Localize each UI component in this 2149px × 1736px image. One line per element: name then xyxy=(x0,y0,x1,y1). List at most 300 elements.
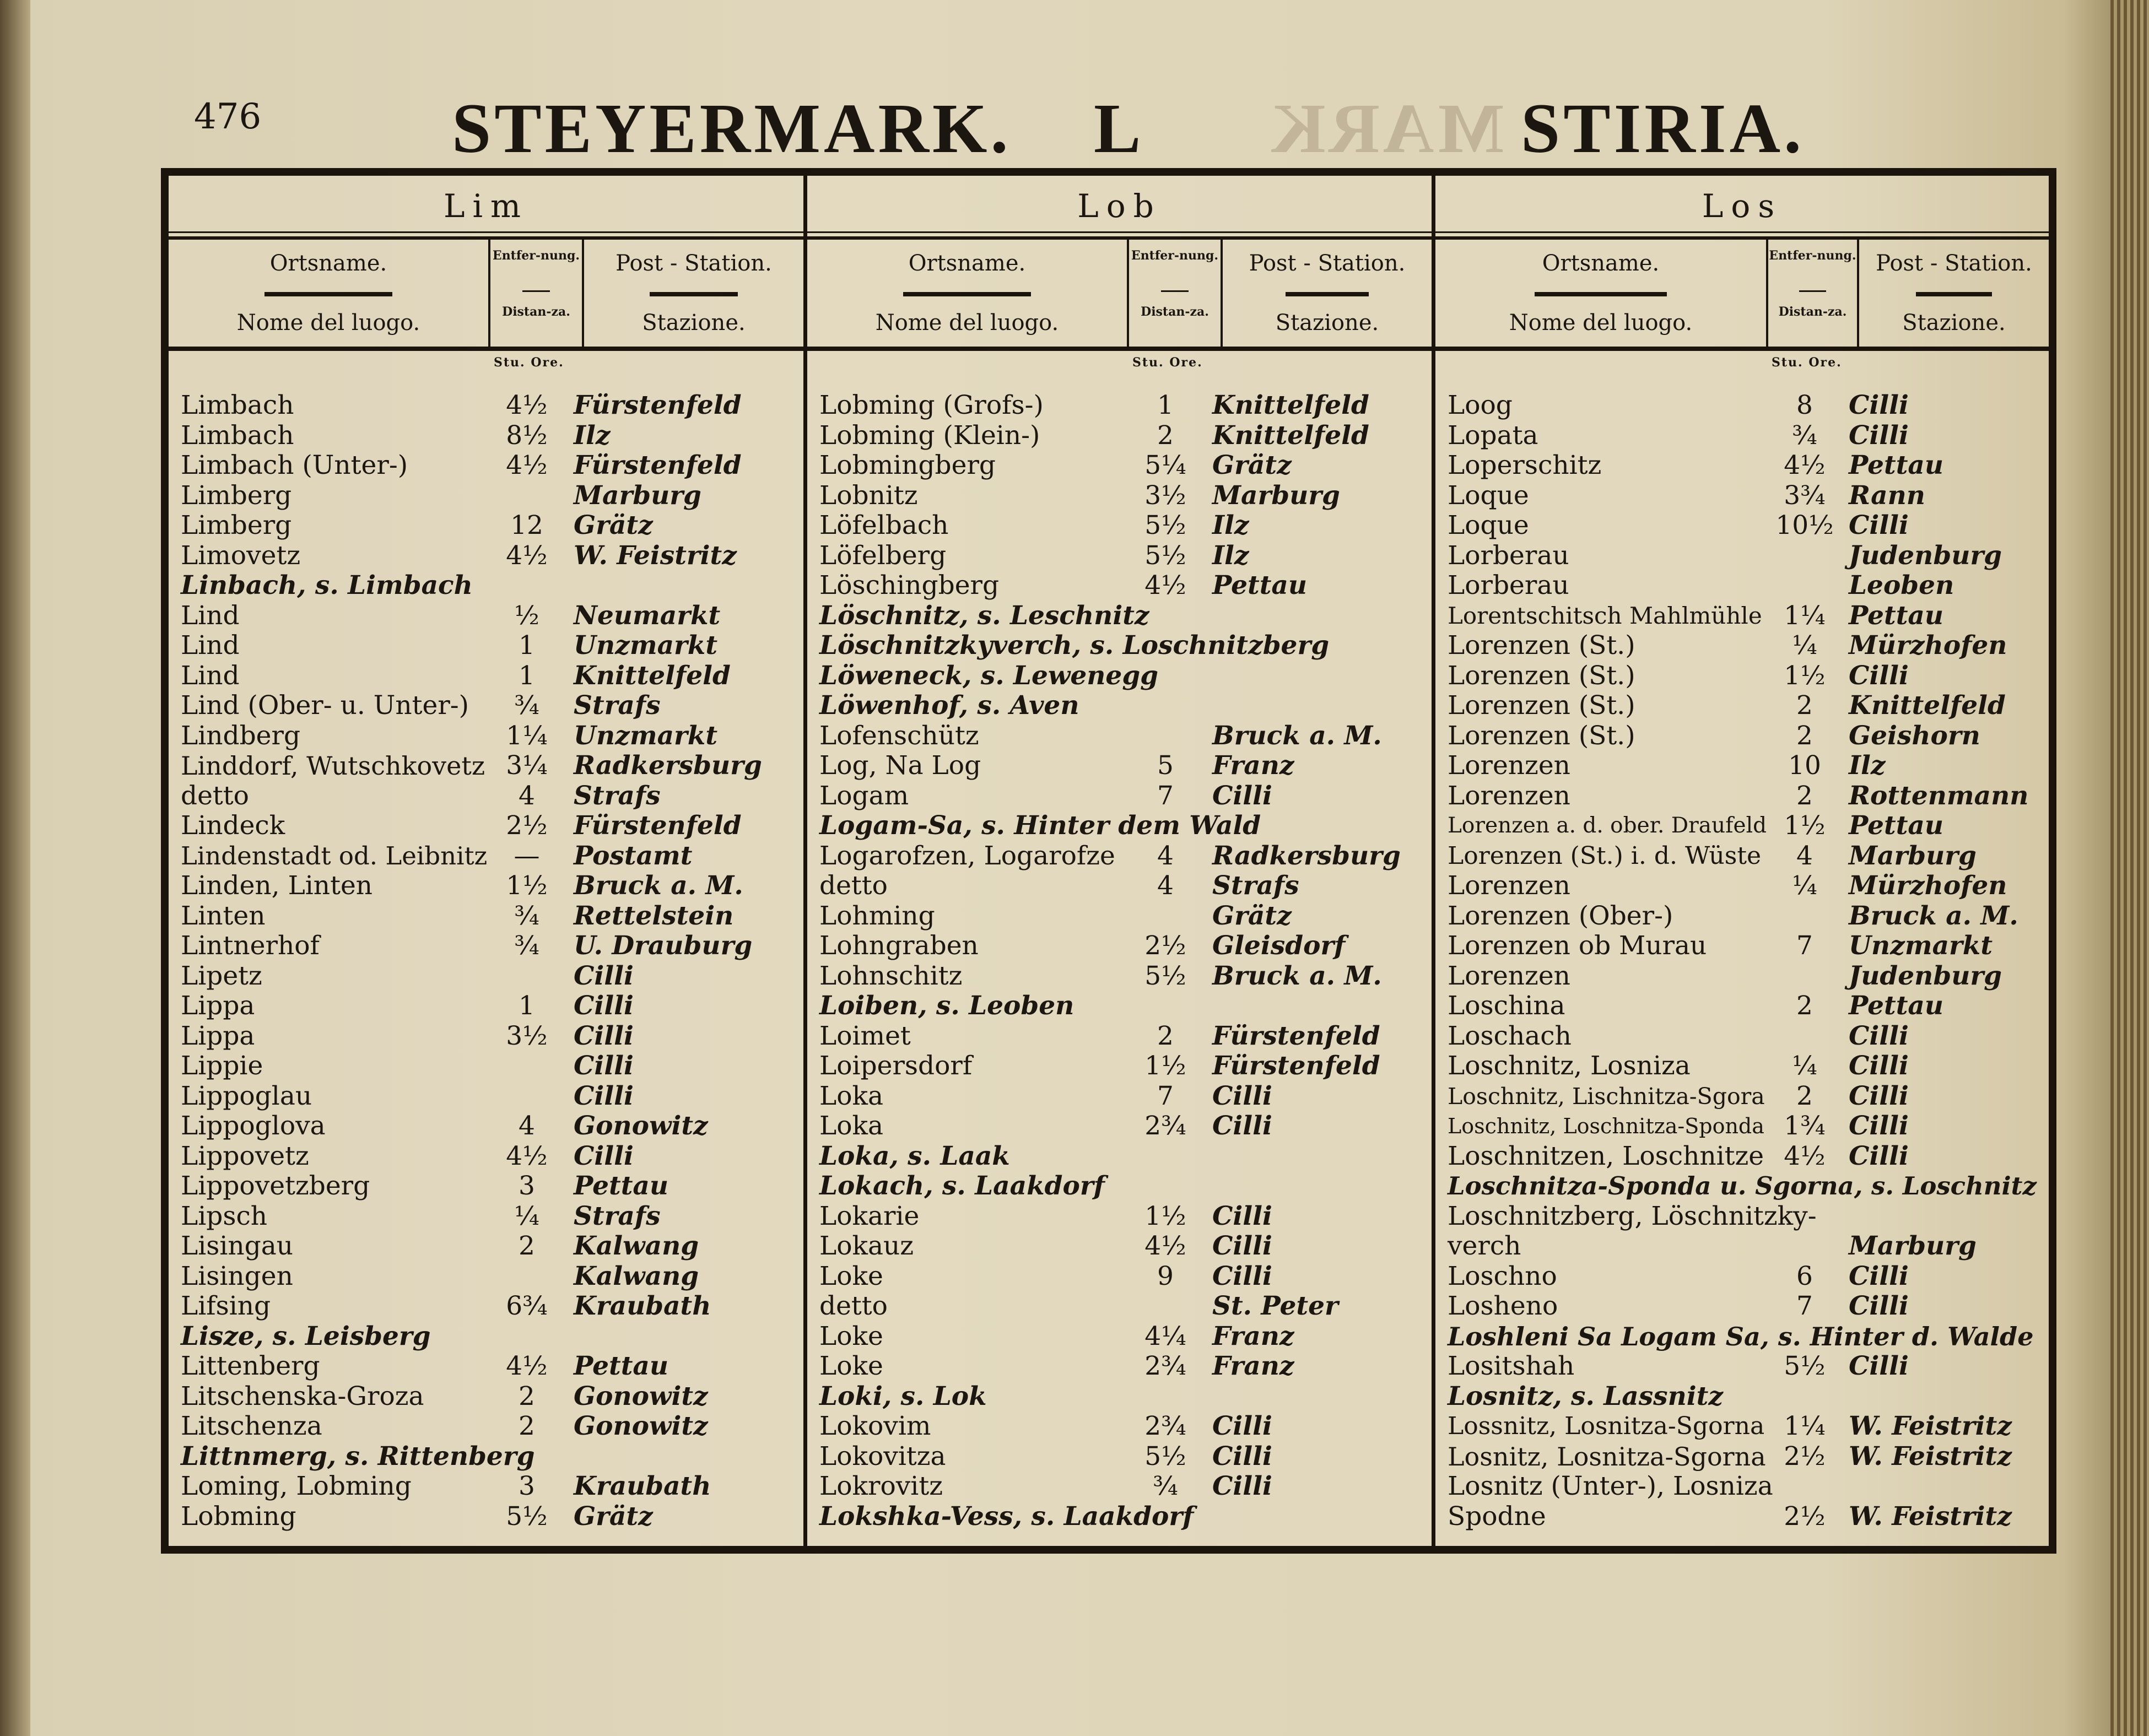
place-name: Lorberau xyxy=(1448,570,1569,601)
post-station: Pettau xyxy=(1849,600,1944,631)
post-station: Cilli xyxy=(574,991,634,1021)
place-name: Lindenstadt od. Leibnitz xyxy=(181,841,488,870)
distance-hours: 4 xyxy=(519,1111,535,1141)
place-name: Loperschitz xyxy=(1448,450,1602,480)
title-left: STEYERMARK. xyxy=(452,89,1012,167)
distance-hours: 2 xyxy=(1157,1020,1174,1051)
table-row xyxy=(169,1142,803,1172)
post-station: Strafs xyxy=(1212,870,1299,901)
post-station: Knittelfeld xyxy=(1849,690,2006,721)
name-header-top: Ortsname. xyxy=(908,251,1026,276)
post-station: Rottenmann xyxy=(1849,780,2029,811)
distance-hours: 2½ xyxy=(1784,1501,1826,1532)
post-station: Cilli xyxy=(1849,510,1909,540)
table-row xyxy=(1435,1291,2049,1322)
place-name: Loschach xyxy=(1448,1020,1572,1051)
name-header-bottom: Nome del luogo. xyxy=(236,310,420,336)
distance-hours: 2 xyxy=(519,1381,535,1411)
distance-hours: ¾ xyxy=(514,690,539,721)
place-name: Lokshka-Vess, s. Laakdorf xyxy=(819,1501,1194,1532)
post-station: Cilli xyxy=(1212,1471,1272,1501)
post-station: Leoben xyxy=(1849,570,1954,601)
post-station: Cilli xyxy=(574,1020,634,1051)
table-row xyxy=(169,661,803,691)
table-row xyxy=(1435,931,2049,961)
table-column-lim xyxy=(169,176,803,1546)
place-name: Lobming (Klein-) xyxy=(819,420,1040,451)
distance-hours: 10 xyxy=(1788,750,1821,781)
table-row xyxy=(1435,871,2049,901)
place-name: Loka xyxy=(819,1080,884,1111)
distance-hours: 4 xyxy=(519,780,535,811)
place-name: detto xyxy=(181,780,249,811)
table-row xyxy=(1435,721,2049,751)
distance-hours: 4 xyxy=(1157,870,1174,901)
post-station: Kalwang xyxy=(574,1231,699,1261)
post-station: W. Feistritz xyxy=(1849,1441,2012,1472)
place-name: Lind xyxy=(181,660,240,691)
place-name: Logarofzen, Logarofze xyxy=(819,840,1115,871)
table-row xyxy=(169,691,803,721)
distance-hours: 8 xyxy=(1796,390,1813,420)
place-name: Lipetz xyxy=(181,960,262,991)
distance-hours: 8½ xyxy=(506,420,548,451)
distance-unit: Stu. Ore. xyxy=(494,355,564,370)
place-name: Lippoglova xyxy=(181,1111,326,1141)
place-name: Lintnerhof xyxy=(181,931,320,961)
place-name: Litschenza xyxy=(181,1411,322,1441)
distance-hours: 1 xyxy=(519,991,535,1021)
place-name: Loschnitz, Losniza xyxy=(1448,1051,1691,1081)
post-station: Cilli xyxy=(1849,1261,1909,1291)
bleed-through-text: MARK xyxy=(1267,89,1504,167)
place-name: Limbach xyxy=(181,390,294,420)
post-station: Cilli xyxy=(574,960,634,991)
place-name: Lobming xyxy=(181,1501,296,1532)
distance-hours: 4¼ xyxy=(1144,1321,1186,1351)
table-row xyxy=(807,661,1432,691)
post-station: Mürzhofen xyxy=(1849,870,2007,901)
post-station: Neumarkt xyxy=(574,600,721,631)
place-name: Lobnitz xyxy=(819,480,918,511)
distance-hours: 4½ xyxy=(1144,1231,1186,1261)
distance-hours: 4½ xyxy=(1784,1140,1826,1171)
place-name: Limberg xyxy=(181,510,292,540)
distance-unit: Stu. Ore. xyxy=(1132,355,1203,370)
post-station: Cilli xyxy=(1849,1020,1909,1051)
table-row xyxy=(169,541,803,571)
place-name: Lippa xyxy=(181,991,255,1021)
table-row xyxy=(1435,541,2049,571)
table-row xyxy=(807,1291,1432,1322)
table-row xyxy=(169,481,803,511)
distance-hours: ¾ xyxy=(1792,420,1817,451)
column-subheader xyxy=(1435,240,2049,351)
distance-hours: 7 xyxy=(1796,931,1813,961)
table-row xyxy=(169,1231,803,1262)
place-name: Limbach (Unter-) xyxy=(181,450,408,480)
post-station: Radkersburg xyxy=(1212,840,1401,871)
place-name: Loimet xyxy=(819,1020,911,1051)
place-name: Löschingberg xyxy=(819,570,1000,601)
table-row xyxy=(807,631,1432,661)
table-row xyxy=(1435,1502,2049,1532)
distance-hours: 4½ xyxy=(506,1140,548,1171)
table-row xyxy=(1435,1262,2049,1292)
table-row xyxy=(1435,691,2049,721)
post-station: Pettau xyxy=(1212,570,1308,601)
post-station: Cilli xyxy=(574,1140,634,1171)
post-station: Mürzhofen xyxy=(1849,630,2007,661)
place-name: Lobmingberg xyxy=(819,450,996,480)
table-row xyxy=(1435,1351,2049,1382)
post-station: Pettau xyxy=(574,1351,669,1381)
post-station: Kalwang xyxy=(574,1261,699,1291)
post-station: Strafs xyxy=(574,780,661,811)
post-station: Cilli xyxy=(1849,1111,1909,1141)
post-station: Cilli xyxy=(1849,390,1909,420)
table-row xyxy=(1435,481,2049,511)
table-row xyxy=(1435,1231,2049,1262)
distance-hours: 1½ xyxy=(1784,660,1826,691)
post-station: Cilli xyxy=(1212,1231,1272,1261)
table-row xyxy=(807,541,1432,571)
place-name: Lobming (Grofs-) xyxy=(819,390,1044,420)
place-name: Lind (Ober- u. Unter-) xyxy=(181,690,469,721)
post-station: Unzmarkt xyxy=(574,720,718,751)
place-name: Lorenzen (Ober-) xyxy=(1448,900,1673,931)
place-name: Loschnitzen, Loschnitze xyxy=(1448,1140,1764,1171)
place-name: Limberg xyxy=(181,480,292,511)
post-station: Ilz xyxy=(1212,510,1249,540)
table-row xyxy=(169,1351,803,1382)
column-subheader xyxy=(807,240,1432,351)
place-name: Lindberg xyxy=(181,720,301,751)
place-name: Loschno xyxy=(1448,1261,1557,1291)
table-row xyxy=(169,451,803,481)
table-row xyxy=(169,1081,803,1112)
table-row xyxy=(807,811,1432,841)
distance-header-bottom: Distan-za. xyxy=(1141,305,1209,319)
distance-hours: 2½ xyxy=(506,810,548,841)
place-name: Lippovetz xyxy=(181,1140,309,1171)
title-letter: L xyxy=(1094,89,1144,167)
distance-hours: 1¾ xyxy=(1784,1111,1826,1141)
table-row xyxy=(169,931,803,961)
post-station: Cilli xyxy=(1849,1140,1909,1171)
table-row xyxy=(1435,811,2049,841)
table-row xyxy=(169,511,803,541)
place-name: Lohngraben xyxy=(819,931,979,961)
table-row xyxy=(807,1472,1432,1502)
table-row xyxy=(169,1051,803,1081)
post-station: Kraubath xyxy=(574,1291,711,1321)
distance-hours: 10½ xyxy=(1775,510,1834,540)
table-row xyxy=(1435,661,2049,691)
table-row xyxy=(807,1231,1432,1262)
distance-hours: 5½ xyxy=(1144,1441,1186,1472)
place-name: Loog xyxy=(1448,390,1513,420)
table-row xyxy=(807,691,1432,721)
table-row xyxy=(1435,751,2049,781)
place-name: Loke xyxy=(819,1261,883,1291)
table-row xyxy=(169,1322,803,1352)
table-row xyxy=(807,1171,1432,1202)
table-row xyxy=(1435,1081,2049,1112)
distance-hours: 2 xyxy=(519,1411,535,1441)
table-row xyxy=(807,961,1432,992)
place-name: Losheno xyxy=(1448,1291,1558,1321)
distance-hours: 1½ xyxy=(1784,810,1826,841)
table-row xyxy=(169,1442,803,1472)
place-name: Löweneck, s. Lewenegg xyxy=(819,660,1159,691)
table-row xyxy=(807,511,1432,541)
place-name: Lippoglau xyxy=(181,1080,312,1111)
place-name: Lorenzen (St.) i. d. Wüste xyxy=(1448,841,1762,870)
table-row xyxy=(807,1502,1432,1532)
distance-hours: ¼ xyxy=(1792,1051,1817,1081)
post-station: Bruck a. M. xyxy=(574,870,743,901)
post-station: Marburg xyxy=(1849,1231,1977,1261)
place-name: Lorenzen xyxy=(1448,750,1570,781)
post-station: Pettau xyxy=(1849,810,1944,841)
station-header xyxy=(582,240,803,347)
table-row xyxy=(169,1111,803,1142)
post-station: Cilli xyxy=(1849,1080,1909,1111)
distance-hours: 3¼ xyxy=(506,750,548,781)
distance-hours: 2 xyxy=(1796,690,1813,721)
place-name: detto xyxy=(819,1291,888,1321)
name-header xyxy=(169,240,488,347)
place-name: Loke xyxy=(819,1321,883,1351)
place-name: Loki, s. Lok xyxy=(819,1381,987,1411)
post-station: Franz xyxy=(1212,1351,1294,1381)
place-name: Limbach xyxy=(181,420,294,451)
place-name: Lisingau xyxy=(181,1231,294,1261)
place-name: Lisze, s. Leisberg xyxy=(181,1321,431,1351)
place-name: Log, Na Log xyxy=(819,750,981,781)
table-row xyxy=(807,1202,1432,1232)
distance-header-bottom: Distan-za. xyxy=(502,305,570,319)
post-station: Unzmarkt xyxy=(574,630,718,661)
post-station: Fürstenfeld xyxy=(1212,1020,1380,1051)
table-row xyxy=(807,931,1432,961)
place-name: Loschnitz, Lischnitza-Sgora xyxy=(1448,1083,1765,1110)
table-row xyxy=(807,1262,1432,1292)
table-row xyxy=(169,1202,803,1232)
distance-hours: 4½ xyxy=(506,1351,548,1381)
table-row xyxy=(1435,1322,2049,1352)
table-row xyxy=(169,1291,803,1322)
distance-hours: 2 xyxy=(519,1231,535,1261)
distance-hours: 3¾ xyxy=(1784,480,1826,511)
distance-hours: 2¾ xyxy=(1144,1351,1186,1381)
place-name: Loming, Lobming xyxy=(181,1471,412,1501)
table-row xyxy=(807,841,1432,872)
book-binding xyxy=(0,0,30,1736)
distance-hours: 5½ xyxy=(1144,510,1186,540)
table-row xyxy=(807,1021,1432,1052)
place-name: Lorenzen (St.) xyxy=(1448,630,1635,661)
distance-hours: 2¾ xyxy=(1144,1411,1186,1441)
distance-hours: 9 xyxy=(1157,1261,1174,1291)
post-station: Strafs xyxy=(574,690,661,721)
post-station: Geishorn xyxy=(1849,720,1980,751)
post-station: Unzmarkt xyxy=(1849,931,1993,961)
place-name: Lofenschütz xyxy=(819,720,979,751)
table-row xyxy=(1435,781,2049,812)
table-row xyxy=(807,1442,1432,1472)
place-name: Lorenzen xyxy=(1448,870,1570,901)
distance-hours: 2 xyxy=(1796,1080,1813,1111)
distance-hours: ¼ xyxy=(1792,630,1817,661)
post-station: U. Drauburg xyxy=(574,931,753,961)
distance-hours: 2 xyxy=(1796,720,1813,751)
place-name: Logam-Sa, s. Hinter dem Wald xyxy=(819,810,1261,841)
name-header-top: Ortsname. xyxy=(1542,251,1660,276)
station-header-bottom: Stazione. xyxy=(1902,310,2006,336)
distance-hours: 12 xyxy=(510,510,543,540)
place-name: Lind xyxy=(181,600,240,631)
post-station: Radkersburg xyxy=(574,750,762,781)
gazetteer-table xyxy=(161,168,2056,1554)
post-station: Gleisdorf xyxy=(1212,931,1346,961)
table-row xyxy=(807,1051,1432,1081)
distance-header-top: Entfer-nung. xyxy=(1769,248,1856,263)
place-name: Loshleni Sa Logam Sa, s. Hinter d. Walde xyxy=(1448,1321,2034,1351)
table-row xyxy=(1435,1382,2049,1412)
distance-hours: 5½ xyxy=(1144,540,1186,571)
post-station: W. Feistritz xyxy=(1849,1411,2012,1441)
station-header-bottom: Stazione. xyxy=(1275,310,1379,336)
distance-hours: 2 xyxy=(1157,420,1174,451)
station-header-top: Post - Station. xyxy=(1249,251,1406,276)
distance-hours: 3½ xyxy=(1144,480,1186,511)
post-station: Cilli xyxy=(1849,1291,1909,1321)
distance-hours: 1½ xyxy=(506,870,548,901)
post-station: Gonowitz xyxy=(574,1411,708,1441)
distance-hours: 7 xyxy=(1796,1291,1813,1321)
table-row xyxy=(807,601,1432,631)
place-name: Lohnschitz xyxy=(819,960,963,991)
distance-hours: 1 xyxy=(519,630,535,661)
place-name: Loschina xyxy=(1448,991,1565,1021)
post-station: Ilz xyxy=(574,420,611,451)
table-row xyxy=(807,481,1432,511)
table-row xyxy=(1435,421,2049,451)
station-header-top: Post - Station. xyxy=(1876,251,2032,276)
place-name: Lokrovitz xyxy=(819,1471,943,1501)
post-station: Pettau xyxy=(1849,991,1944,1021)
distance-header-top: Entfer-nung. xyxy=(492,248,580,263)
table-row xyxy=(169,571,803,601)
place-name: Lippie xyxy=(181,1051,263,1081)
table-row xyxy=(169,421,803,451)
place-name: Löfelbach xyxy=(819,510,949,540)
distance-unit: Stu. Ore. xyxy=(1772,355,1842,370)
place-name: Linden, Linten xyxy=(181,870,373,901)
distance-hours: 7 xyxy=(1157,1080,1174,1111)
distance-hours: 3 xyxy=(519,1171,535,1201)
table-row xyxy=(169,1472,803,1502)
distance-hours: 1¼ xyxy=(506,720,548,751)
table-row xyxy=(169,1021,803,1052)
place-name: Linddorf, Wutschkovetz xyxy=(181,751,485,781)
post-station: Cilli xyxy=(1212,1261,1272,1291)
post-station: Cilli xyxy=(1849,1351,1909,1381)
post-station: Cilli xyxy=(1212,1200,1272,1231)
place-name: Löwenhof, s. Aven xyxy=(819,690,1079,721)
table-row xyxy=(169,391,803,421)
distance-hours: 2 xyxy=(1796,991,1813,1021)
place-name: Loka, s. Laak xyxy=(819,1140,1010,1171)
station-header-top: Post - Station. xyxy=(615,251,772,276)
table-row xyxy=(807,1111,1432,1142)
place-name: Lipsch xyxy=(181,1200,268,1231)
post-station: Bruck a. M. xyxy=(1849,900,2018,931)
place-name: Lohming xyxy=(819,900,935,931)
place-name: Lippa xyxy=(181,1020,255,1051)
table-row xyxy=(1435,1472,2049,1502)
table-row xyxy=(807,1322,1432,1352)
distance-hours: 2¾ xyxy=(1144,1111,1186,1141)
table-row xyxy=(807,451,1432,481)
post-station: Pettau xyxy=(574,1171,669,1201)
table-row xyxy=(169,751,803,781)
place-name: Loka xyxy=(819,1111,884,1141)
post-station: Cilli xyxy=(1849,660,1909,691)
table-row xyxy=(1435,631,2049,661)
post-station: Postamt xyxy=(574,840,693,871)
table-row xyxy=(1435,601,2049,631)
name-header xyxy=(1435,240,1766,347)
distance-hours: 5½ xyxy=(506,1501,548,1532)
post-station: Knittelfeld xyxy=(1212,390,1369,420)
place-name: Lippovetzberg xyxy=(181,1171,370,1201)
column-heading: Los xyxy=(1435,176,2049,240)
post-station: Fürstenfeld xyxy=(574,390,742,420)
place-name: Lifsing xyxy=(181,1291,271,1321)
distance-hours: 4 xyxy=(1796,840,1813,871)
post-station: Knittelfeld xyxy=(574,660,731,691)
table-row xyxy=(1435,391,2049,421)
table-row xyxy=(1435,841,2049,872)
distance-hours: 1 xyxy=(519,660,535,691)
place-name: Lorenzen (St.) xyxy=(1448,660,1635,691)
post-station: Cilli xyxy=(1212,1441,1272,1472)
place-name: Lorenzen (St.) xyxy=(1448,720,1635,751)
post-station: Marburg xyxy=(1212,480,1340,511)
table-row xyxy=(807,721,1432,751)
distance-hours: 3½ xyxy=(506,1020,548,1051)
post-station: Grätz xyxy=(574,1501,653,1532)
post-station: Ilz xyxy=(1849,750,1886,781)
table-row xyxy=(1435,991,2049,1021)
place-name: Losnitz, s. Lassnitz xyxy=(1448,1381,1724,1411)
entry-list xyxy=(1435,391,2049,1532)
table-row xyxy=(1435,451,2049,481)
distance-hours: 2 xyxy=(1796,780,1813,811)
distance-hours: 2½ xyxy=(1784,1441,1826,1472)
place-name: Lisingen xyxy=(181,1261,293,1291)
place-name: Littenberg xyxy=(181,1351,320,1381)
place-name: Losnitz (Unter-), Losniza xyxy=(1448,1471,1773,1501)
table-row xyxy=(807,901,1432,932)
distance-header xyxy=(488,240,582,347)
place-name: Lorenzen xyxy=(1448,780,1570,811)
post-station: Franz xyxy=(1212,1321,1294,1351)
place-name: Lorberau xyxy=(1448,540,1569,571)
